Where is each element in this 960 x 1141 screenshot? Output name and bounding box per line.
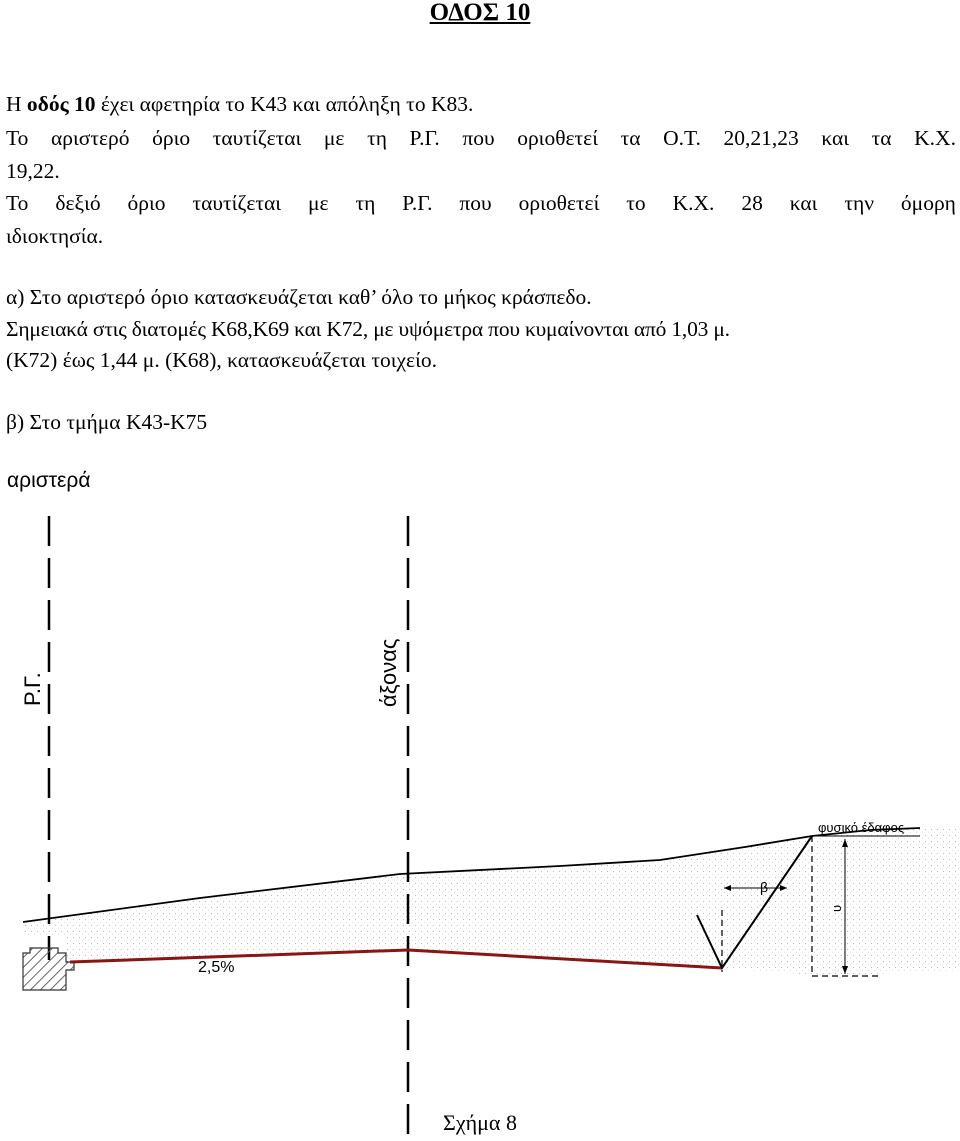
word: Κ.Χ.	[914, 126, 956, 150]
word: Ρ.Γ.	[402, 191, 433, 215]
b-label: β	[760, 879, 769, 895]
word: 20,21,23	[723, 126, 799, 150]
word: Το	[6, 126, 29, 150]
ground-label: φυσικό έδαφος	[818, 820, 905, 835]
side-label: αριστερά	[7, 469, 91, 492]
word: με	[307, 191, 329, 215]
word: και	[821, 126, 850, 150]
page-title: ΟΔΟΣ 10	[429, 0, 531, 26]
word: δεξιό	[55, 191, 101, 215]
word: 28	[741, 191, 763, 215]
intro-line-3: 19,22.	[6, 159, 60, 183]
word: οριοθετεί	[518, 191, 600, 215]
word: ταυτίζεται	[212, 126, 302, 150]
word: Ρ.Γ.	[409, 126, 440, 150]
axis-label: άξονας	[376, 638, 401, 707]
word: που	[459, 191, 492, 215]
soil-fill	[23, 827, 960, 975]
word: το	[626, 191, 646, 215]
intro-line-1-post: έχει αφετηρία το Κ43 και απόληξη το Κ83.	[95, 92, 474, 116]
rg-label: Ρ.Γ.	[20, 672, 45, 706]
word: τα	[871, 126, 892, 150]
section-a-line-3: (Κ72) έως 1,44 μ. (Κ68), κατασκευάζεται τοιχείο.	[6, 348, 437, 372]
u-label: υ	[829, 904, 844, 912]
word: Το	[6, 191, 29, 215]
slope-label: 2,5%	[198, 959, 235, 976]
word: ταυτίζεται	[192, 191, 282, 215]
word: που	[462, 126, 495, 150]
road-name: οδός 10	[26, 92, 96, 116]
word: και	[789, 191, 818, 215]
word: τη	[355, 191, 376, 215]
word: όμορη	[900, 191, 956, 215]
word: τη	[367, 126, 387, 150]
word: Ο.Τ.	[663, 126, 701, 150]
section-b-line-1: β) Στο τμήμα Κ43-Κ75	[6, 410, 208, 434]
word: τα	[620, 126, 641, 150]
curb	[23, 948, 74, 990]
section-a-line-1: α) Στο αριστερό όριο κατασκευάζεται καθ’ όλο το μήκος κράσπεδο.	[6, 285, 592, 309]
word: την	[844, 191, 874, 215]
intro-line-1-pre: Η	[6, 92, 27, 116]
intro-line-5: ιδιοκτησία.	[6, 224, 104, 248]
word: όριο	[127, 191, 166, 215]
section-a-line-2: Σημειακά στις διατομές Κ68,Κ69 και Κ72, με υψόμετρα που κυμαίνονται από 1,03 μ.	[6, 317, 730, 341]
word: με	[323, 126, 345, 150]
word: όριο	[152, 126, 191, 150]
word: Κ.Χ.	[672, 191, 715, 215]
word: οριοθετεί	[517, 126, 598, 150]
word: αριστερό	[51, 126, 130, 150]
figure-caption: Σχήμα 8	[443, 1110, 517, 1135]
